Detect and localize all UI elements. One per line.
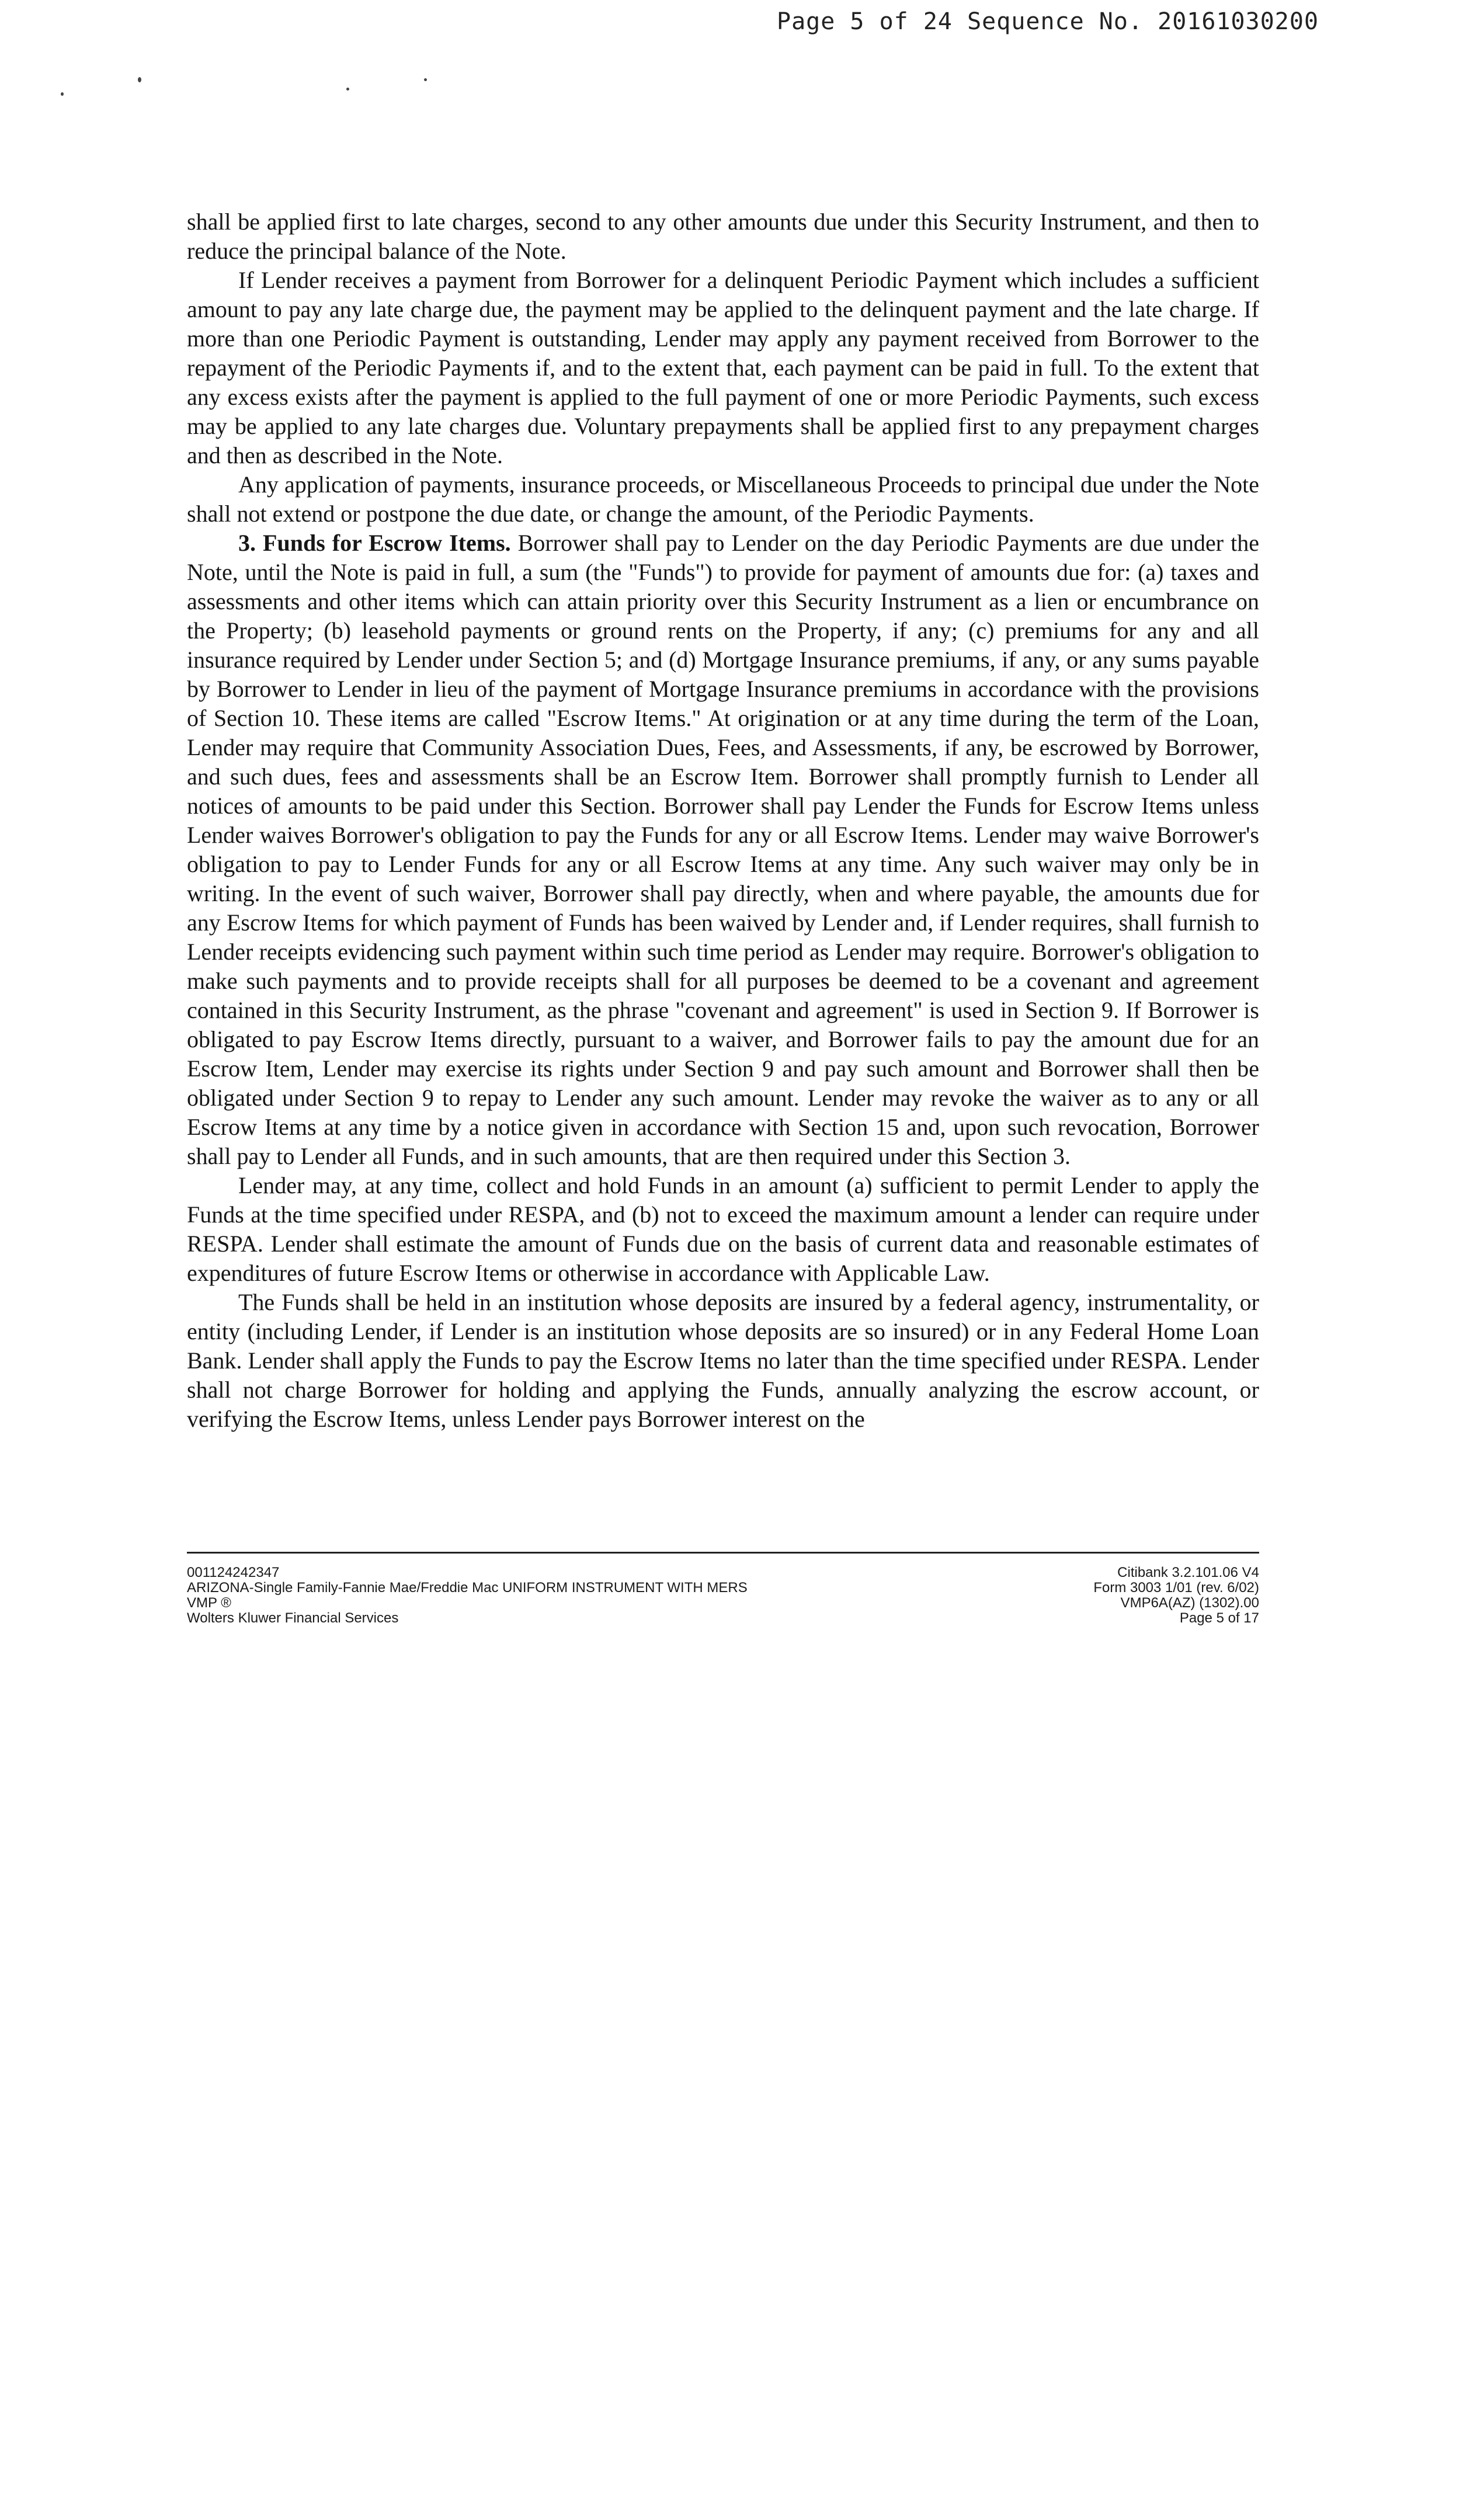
paragraph-funds-held: The Funds shall be held in an institution whose deposits are insured by a federal agency, instrumentality, or entity (including Lender, if Lender is an institution whose deposits are so insured) or in any Federal Home Loan Bank. Lender shall apply the Funds to pay the Escrow Items no later than the time specified under RESPA. Lender shall not charge Borrower for holding and applying the Funds, annually analyzing the escrow account, or verifying the Escrow Items, unless Lender pays Borrower interest on the bbox=[187, 1289, 1259, 1432]
section-3-paragraph bbox=[187, 529, 1259, 1171]
scan-speck bbox=[424, 78, 427, 81]
form-number: Form 3003 1/01 (rev. 6/02) bbox=[1093, 1580, 1259, 1596]
paragraph-late-charges: shall be applied first to late charges, second to any other amounts due under this Security Instrument, and then to reduce the principal balance of the Note. bbox=[187, 209, 1259, 264]
paragraph-application-of-payments: Any application of payments, insurance proceeds, or Miscellaneous Proceeds to principal due under the Note shall not extend or postpone the due date, or change the amount, of the Periodic Payments. bbox=[187, 471, 1259, 527]
scan-speck bbox=[61, 92, 64, 96]
scan-speck bbox=[346, 88, 349, 91]
form-page-number: Page 5 of 17 bbox=[1179, 1610, 1259, 1626]
form-title: ARIZONA-Single Family-Fannie Mae/Freddie Mac UNIFORM INSTRUMENT WITH MERS bbox=[187, 1580, 748, 1596]
footer-divider bbox=[187, 1552, 1259, 1554]
section-3-heading: 3. Funds for Escrow Items. bbox=[238, 530, 511, 556]
footer-left bbox=[187, 1565, 748, 1626]
scan-speck bbox=[138, 77, 141, 82]
publisher: Wolters Kluwer Financial Services bbox=[187, 1610, 399, 1626]
paragraph-delinquent-payment: If Lender receives a payment from Borrower for a delinquent Periodic Payment which includes a sufficient amount to pay any late charge due, the payment may be applied to the delinquent payment and the late charge. If more than one Periodic Payment is outstanding, Lender may apply any payment received from Borrower to the repayment of the Periodic Payments if, and to the extent that, each payment can be paid in full. To the extent that any excess exists after the payment is applied to the full payment of one or more Periodic Payments, such excess may be applied to any late charges due. Voluntary prepayments shall be applied first to any prepayment charges and then as described in the Note. bbox=[187, 267, 1259, 468]
page-sequence-header: Page 5 of 24 Sequence No. 20161030200 bbox=[777, 8, 1319, 35]
footer-right bbox=[1093, 1565, 1259, 1626]
form-version: Citibank 3.2.101.06 V4 bbox=[1117, 1565, 1259, 1580]
document-body bbox=[187, 207, 1259, 1434]
loan-number: 001124242347 bbox=[187, 1565, 280, 1580]
vmp-mark: VMP ® bbox=[187, 1595, 231, 1611]
paragraph-collect-funds: Lender may, at any time, collect and hold Funds in an amount (a) sufficient to permit Lender to apply the Funds at the time specified under RESPA, and (b) not to exceed the maximum amount a lender can require under RESPA. Lender shall estimate the amount of Funds due on the basis of current data and reasonable estimates of expenditures of future Escrow Items or otherwise in accordance with Applicable Law. bbox=[187, 1172, 1259, 1286]
vmp-code: VMP6A(AZ) (1302).00 bbox=[1120, 1595, 1259, 1611]
section-3-text: Borrower shall pay to Lender on the day Periodic Payments are due under the Note, until the Note is paid in full, a sum (the "Funds") to provide for payment of amounts due for: (a) taxes and assessments and other items which can attain priority over this Security Instrument as a lien or encumbrance on the Property; (b) leasehold payments or ground rents on the Property, if any; (c) premiums for any and all insurance required by Lender under Section 5; and (d) Mortgage Insurance premiums, if any, or any sums payable by Borrower to Lender in lieu of the payment of Mortgage Insurance premiums in accordance with the provisions of Section 10. These items are called "Escrow Items." At origination or at any time during the term of the Loan, Lender may require that Community Association Dues, Fees, and Assessments, if any, be escrowed by Borrower, and such dues, fees and assessments shall be an Escrow Item. Borrower shall promptly furnish to Lender all notices of amounts to be paid under this Section. Borrower shall pay Lender the Funds for Escrow Items unless Lender waives Borrower's obligation to pay the Funds for any or all Escrow Items. Lender may waive Borrower's obligation to pay to Lender Funds for any or all Escrow Items at any time. Any such waiver may only be in writing. In the event of such waiver, Borrower shall pay directly, when and where payable, the amounts due for any Escrow Items for which payment of Funds has been waived by Lender and, if Lender requires, shall furnish to Lender receipts evidencing such payment within such time period as Lender may require. Borrower's obligation to make such payments and to provide receipts shall for all purposes be deemed to be a covenant and agreement contained in this Security Instrument, as the phrase "covenant and agreement" is used in Section 9. If Borrower is obligated to pay Escrow Items directly, pursuant to a waiver, and Borrower fails to pay the amount due for an Escrow Item, Lender may exercise its rights under Section 9 and pay such amount and Borrower shall then be obligated under Section 9 to repay to Lender any such amount. Lender may revoke the waiver as to any or all Escrow Items at any time by a notice given in accordance with Section 15 and, upon such revocation, Borrower shall pay to Lender all Funds, and in such amounts, that are then required under this Section 3. bbox=[187, 530, 1259, 1169]
